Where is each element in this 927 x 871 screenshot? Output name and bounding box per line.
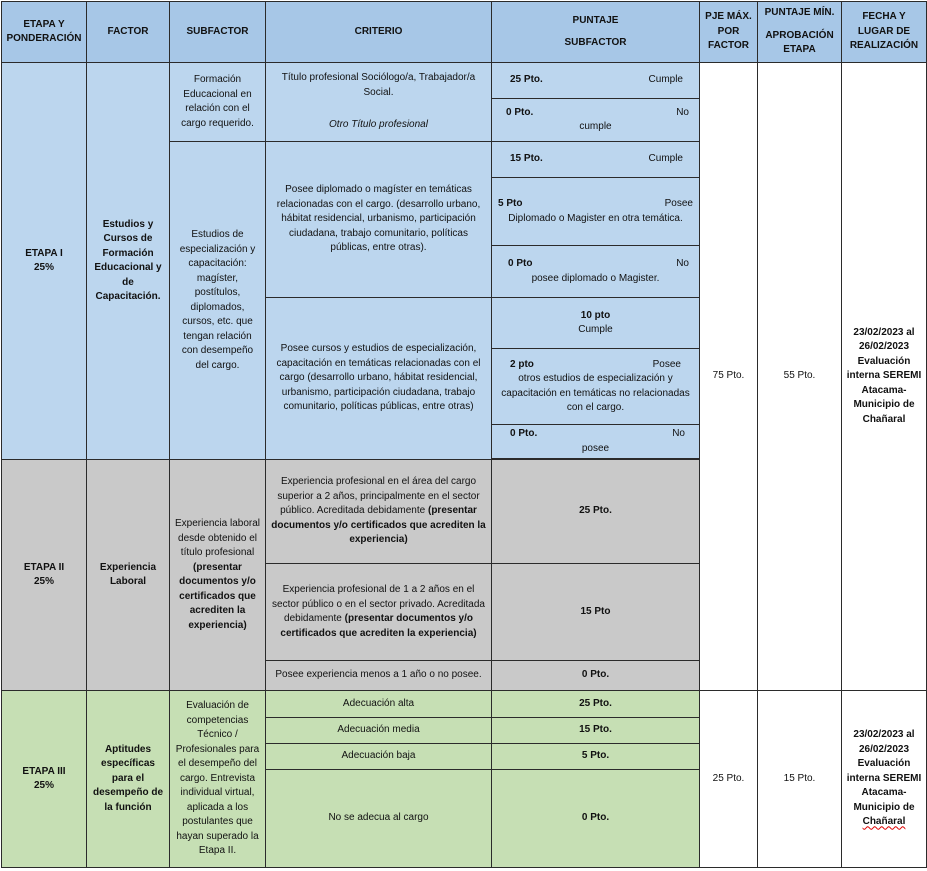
etapa1-sub1-crit-b: Otro Título profesional <box>329 119 428 131</box>
etapa1-sub1-crit-a: Título profesional Sociólogo/a, Trabajador/a Social. <box>281 72 476 98</box>
etapa1-sub2-p5 <box>492 349 700 425</box>
header-subfactor: SUBFACTOR <box>170 2 266 63</box>
etapa1-sub2-crit1: Posee diplomado o magíster en temáticas relacionadas con el cargo. (desarrollo urbano, hábitat residencial, urbanismo, participación ciudadana, trabajo comunitario, políticas públicas, entre otras). <box>266 142 492 298</box>
etapa3-fecha-last: Chañaral <box>862 816 906 828</box>
header-puntaje-bottom: SUBFACTOR <box>564 37 627 48</box>
etapa1-sub1-p2 <box>492 99 700 142</box>
etapa1-sub2: Estudios de especialización y capacitación: magíster, postítulos, diplomados, cursos, etc. que tengan relación con desempeño del cargo. <box>170 142 266 460</box>
etapa1-sub2-crit2: Posee cursos y estudios de especialización, capacitación en temáticas relacionadas con el cargo (desarrollo urbano, hábitat residencial, urbanismo, participación ciudadana, trabajo comunitario, políticas públicas, entre otras) <box>266 298 492 460</box>
etapa1-sub2-p1 <box>492 142 700 178</box>
etapa3-fecha <box>842 691 927 868</box>
etapa3-subfactor: Evaluación de competencias Técnico / Profesionales para el desempeño del cargo. Entrevista individual virtual, aplicada a los postulantes que hayan superado la Etapa II. <box>170 691 266 868</box>
etapa1-sub1-p2-word: No <box>676 106 689 118</box>
header-puntaje-top: PUNTAJE <box>572 14 619 26</box>
etapa1-sub2-p4 <box>492 298 700 349</box>
etapa1-sub1-p1-score: 25 Pto. <box>510 74 543 86</box>
etapa1-sub2-p2-word: Posee <box>664 198 693 209</box>
etapa3-fecha-main: 23/02/2023 al 26/02/2023 Evaluación interna SEREMI Atacama- Municipio de <box>846 729 922 813</box>
etapa1-sub2-p6-score: 0 Pto. <box>510 428 538 439</box>
etapa2-score1: 25 Pto. <box>492 460 700 564</box>
header-puntaje <box>492 2 700 63</box>
etapa1-sub1-p1-label: Cumple <box>648 74 683 86</box>
etapa1-sub2-p1-label: Cumple <box>648 153 683 165</box>
header-criterio: CRITERIO <box>266 2 492 63</box>
etapa1-sub2-p6-word: No <box>672 428 685 439</box>
etapa1-sub1-p1 <box>492 63 700 99</box>
etapa3-r3: Adecuación baja <box>266 744 492 770</box>
etapa3-r1: Adecuación alta <box>266 691 492 718</box>
evaluation-table <box>1 1 927 868</box>
etapa1-sub2-p2-score: 5 Pto <box>498 198 523 209</box>
etapa2-c2-plain: Experiencia profesional de 1 a 2 años en el sector público o en el sector privado. Acreditada debidamente <box>272 584 485 624</box>
etapa3-r4-score: 0 Pto. <box>492 770 700 868</box>
etapa1-sub2-p3-score: 0 Pto <box>508 258 533 269</box>
etapa1-weight: 25% <box>33 262 54 273</box>
etapa3-r2-score: 15 Pto. <box>492 718 700 744</box>
etapa3-pje-max: 25 Pto. <box>700 691 758 868</box>
etapa1-sub2-p4-label: Cumple <box>578 324 613 335</box>
header-pje-min <box>758 2 842 63</box>
header-factor: FACTOR <box>87 2 170 63</box>
etapa3-weight: 25% <box>33 780 54 791</box>
etapa1-sub2-p6-rest: posee <box>581 442 610 454</box>
etapa3-factor: Aptitudes específicas para el desempeño de la función <box>87 691 170 868</box>
etapa1-sub2-p3 <box>492 246 700 298</box>
etapa3-r3-score: 5 Pto. <box>492 744 700 770</box>
etapa2-subfactor <box>170 460 266 691</box>
etapa12-fecha: 23/02/2023 al 26/02/2023 Evaluación interna SEREMI Atacama- Municipio de Chañaral <box>842 63 927 691</box>
etapa2-c1-plain: Experiencia profesional en el área del cargo superior a 2 años, principalmente en el sector público. Acreditada debidamente <box>277 476 480 517</box>
etapa2-factor: Experiencia Laboral <box>87 460 170 691</box>
etapa1-sub1: Formación Educacional en relación con el cargo requerido. <box>170 63 266 142</box>
etapa1-sub2-p2-rest: Diplomado o Magister en otra temática. <box>508 212 683 224</box>
etapa1-sub2-p3-rest: posee diplomado o Magister. <box>531 272 660 284</box>
etapa1-name: ETAPA I <box>25 247 63 259</box>
etapa3-name: ETAPA III <box>22 765 66 777</box>
etapa12-pje-max: 75 Pto. <box>700 63 758 691</box>
etapa3-pje-min: 15 Pto. <box>758 691 842 868</box>
etapa1-sub2-p2 <box>492 178 700 246</box>
header-pje-max: PJE MÁX. POR FACTOR <box>700 2 758 63</box>
header-fecha: FECHA Y LUGAR DE REALIZACIÓN <box>842 2 927 63</box>
etapa1-sub1-p2-score: 0 Pto. <box>506 106 534 118</box>
etapa1-sub2-p4-score: 10 pto <box>580 309 611 321</box>
etapa1-sub2-p1-score: 15 Pto. <box>510 153 543 165</box>
etapa2-c2-bold: (presentar documentos y/o certificados que acrediten la experiencia) <box>280 613 477 639</box>
etapa2-crit2 <box>266 564 492 661</box>
etapa2-c1-bold: (presentar documentos y/o certificados que acrediten la experiencia) <box>271 505 486 546</box>
etapa2-crit3: Posee experiencia menos a 1 año o no posee. <box>266 661 492 691</box>
etapa1-sub2-p5-word: Posee <box>652 358 681 370</box>
etapa2-crit1 <box>266 460 492 564</box>
etapa3-cell <box>2 691 87 868</box>
etapa2-sub-bold: (presentar documentos y/o certificados que acrediten la experiencia) <box>179 561 256 631</box>
etapa2-weight: 25% <box>33 576 54 587</box>
header-pje-min-top: PUNTAJE MÍN. <box>764 7 835 19</box>
etapa2-score2: 15 Pto <box>492 564 700 661</box>
etapa3-r1-score: 25 Pto. <box>492 691 700 718</box>
etapa2-score3: 0 Pto. <box>492 661 700 691</box>
etapa2-sub-plain: Experiencia laboral desde obtenido el título profesional <box>174 518 261 558</box>
etapa12-pje-min: 55 Pto. <box>758 63 842 691</box>
etapa1-sub1-criterio <box>266 63 492 142</box>
etapa1-cell <box>2 63 87 460</box>
etapa3-r4: No se adecua al cargo <box>266 770 492 868</box>
etapa1-factor: Estudios y Cursos de Formación Educacional y de Capacitación. <box>87 63 170 460</box>
etapa1-sub2-p6 <box>492 425 700 459</box>
header-pje-min-bottom: APROBACIÓN ETAPA <box>765 29 834 56</box>
etapa1-sub1-p2-rest: cumple <box>579 121 612 132</box>
etapa1-sub2-p5-rest: otros estudios de especialización y capacitación en temáticas no relacionadas con el cargo. <box>501 373 690 413</box>
etapa1-sub2-p3-word: No <box>676 258 689 269</box>
etapa2-name: ETAPA II <box>23 561 65 573</box>
etapa3-r2: Adecuación media <box>266 718 492 744</box>
etapa1-sub2-p5-score: 2 pto <box>510 358 534 370</box>
etapa2-cell <box>2 460 87 691</box>
header-etapa: ETAPA Y PONDERACIÓN <box>2 2 87 63</box>
